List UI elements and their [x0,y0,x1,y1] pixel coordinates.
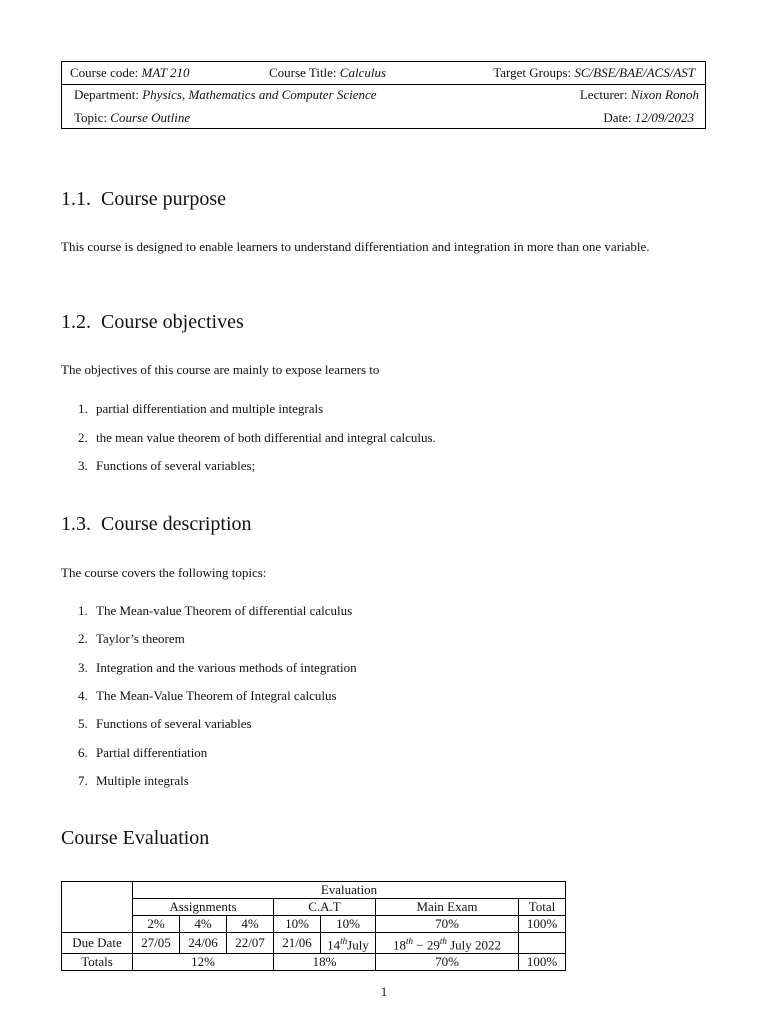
table-row [62,899,566,916]
course-header-box [61,61,706,129]
assignments-header-cell: Assignments [133,899,274,916]
weight-cell: 100% [519,916,566,933]
main-exam-header-cell: Main Exam [376,899,519,916]
list-item: 2. the mean value theorem of both differential and integral calculus. [78,430,436,445]
total-header-cell: Total [519,899,566,916]
list-item: 3. Functions of several variables; [78,458,256,473]
purpose-text: This course is designed to enable learners to understand differentiation and integration in more than one variable. [61,239,650,254]
course-code: Course code: MAT 210 [70,65,190,80]
weight-cell: 70% [376,916,519,933]
table-row [62,882,566,899]
lecturer: Lecturer: Nixon Ronoh [579,87,699,102]
totals-label-cell: Totals [62,954,133,971]
course-title: Course Title: Calculus [269,65,387,80]
list-item: 2. Taylor’s theorem [78,631,185,646]
weight-cell: 10% [321,916,376,933]
table-row [62,933,566,954]
due-date-cell: 22/07 [227,933,274,954]
table-row [62,954,566,971]
totals-cell: 18% [274,954,376,971]
objectives-intro: The objectives of this course are mainly to expose learners to [61,362,380,377]
weight-cell: 4% [227,916,274,933]
weight-cell: 2% [133,916,180,933]
due-date-cell: 24/06 [180,933,227,954]
list-item: 3. Integration and the various methods of integration [78,660,357,675]
weight-cell: 10% [274,916,321,933]
due-date-cell: 21/06 [274,933,321,954]
topic: Topic: Course Outline [74,110,191,125]
table-cell-blank [62,882,133,933]
evaluation-header-cell: Evaluation [133,882,566,899]
due-date-cell: 27/05 [133,933,180,954]
header-row-2 [62,84,705,106]
list-item: 6. Partial differentiation [78,745,208,760]
list-item: 1. partial differentiation and multiple integrals [78,401,324,416]
page-number: 1 [380,984,388,999]
header-row-3 [62,107,705,129]
list-item: 1. The Mean-value Theorem of differential calculus [78,603,353,618]
list-item: 4. The Mean-Value Theorem of Integral calculus [78,688,337,703]
cat-header-cell: C.A.T [274,899,376,916]
totals-cell: 70% [376,954,519,971]
list-item: 5. Functions of several variables [78,716,252,731]
department: Department: Physics, Mathematics and Computer Science [74,87,377,102]
totals-cell: 100% [519,954,566,971]
date: Date: 12/09/2023 [603,110,694,125]
evaluation-table [61,881,566,971]
header-row-1 [62,62,705,85]
totals-cell: 12% [133,954,274,971]
description-intro: The course covers the following topics: [61,565,267,580]
section-heading-description: 1.3. Course description [61,513,252,535]
weight-cell: 4% [180,916,227,933]
exam-date-cell: 18th − 29th July 2022 [376,933,519,954]
section-heading-evaluation: Course Evaluation [61,827,210,849]
table-row [62,916,566,933]
table-cell-blank [519,933,566,954]
section-heading-purpose: 1.1. Course purpose [61,188,226,210]
section-heading-objectives: 1.2. Course objectives [61,311,244,333]
target-groups: Target Groups: SC/BSE/BAE/ACS/AST [493,65,695,80]
due-date-label-cell: Due Date [62,933,133,954]
list-item: 7. Multiple integrals [78,773,189,788]
due-date-cell: 14thJuly [321,933,376,954]
